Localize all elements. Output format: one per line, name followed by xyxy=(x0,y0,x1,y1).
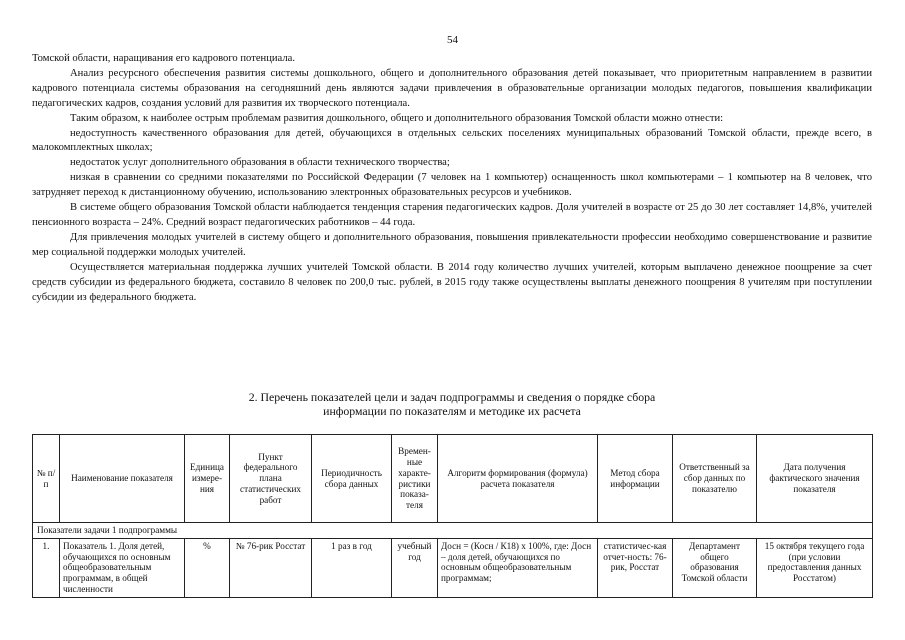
paragraph: низкая в сравнении со средними показателями по Российской Федерации (7 человек на 1 компьютер) оснащенность школ компьютерами – 1 компьютер на 8 человек, что затрудняет переход к дистанционному обучению, использованию электронных образовательных ресурсов и учебников. xyxy=(32,172,872,199)
table-header-row xyxy=(33,435,873,523)
cell-plan-item: № 76-рик Росстат xyxy=(230,538,312,597)
cell-num: 1. xyxy=(33,538,60,597)
group-label: Показатели задачи 1 подпрограммы xyxy=(33,523,873,539)
cell-periodicity: 1 раз в год xyxy=(312,538,392,597)
indicators-table xyxy=(32,434,873,598)
paragraph: Томской области, наращивания его кадрового потенциала. xyxy=(32,53,295,64)
paragraph: недоступность качественного образования для детей, обучающихся в отдельных сельских поселениях муниципальных образований Томской области, прежде всего, в малокомплектных школах; xyxy=(32,127,872,154)
body-text xyxy=(32,52,872,305)
cell-name: Показатель 1. Доля детей, обучающихся по основным общеобразовательным программам, в общей численности xyxy=(60,538,185,597)
paragraph: Таким образом, к наиболее острым проблемам развития дошкольного, общего и дополнительного образования Томской области можно отнести: xyxy=(70,112,724,124)
column-header: № п/п xyxy=(33,435,60,523)
paragraph: недостаток услуг дополнительного образования в области технического творчества; xyxy=(70,157,450,169)
paragraph: Осуществляется материальная поддержка лучших учителей Томской области. В 2014 году количество лучших учителей, которым выплачено денежное поощрение за счет средств субсидии из федерального бюджета, составило 8 человек по 200,0 тыс. рублей, в 2015 году также осуществлены выплаты денежного поощрения 8 учителям при поступлении субсидии из федерального бюджета. xyxy=(32,261,872,303)
page-number: 54 xyxy=(447,34,458,46)
column-header: Пункт федерального плана статистических работ xyxy=(230,435,312,523)
table-row xyxy=(33,538,873,597)
cell-unit: % xyxy=(185,538,230,597)
column-header: Наименование показателя xyxy=(60,435,185,523)
column-header: Дата получения фактического значения показателя xyxy=(757,435,873,523)
paragraph: В системе общего образования Томской области наблюдается тенденция старения педагогических кадров. Доля учителей в возрасте от 25 до 30 лет составляет 14,8%, учителей пенсионного возраста – 24%. Средний возраст педагогических работников – 44 года. xyxy=(32,202,872,228)
cell-responsible: Департамент общего образования Томской области xyxy=(673,538,757,597)
column-header: Времен-ные характе-ристики показа-теля xyxy=(392,435,438,523)
paragraph: Для привлечения молодых учителей в систему общего и дополнительного образования, повышения привлекательности профессии необходимо совершенствование и развитие мер социальной поддержки молодых учителей. xyxy=(32,231,872,258)
cell-time-char: учебный год xyxy=(392,538,438,597)
section-heading xyxy=(32,390,872,418)
cell-algorithm: Досн = (Косн / К18) х 100%, где: Досн – доля детей, обучающихся по основным общеобразовательным программам; xyxy=(438,538,598,597)
section-heading-line: информации по показателям и методике их расчета xyxy=(323,404,581,418)
cell-date: 15 октября текущего года (при условии предоставления данных Росстатом) xyxy=(757,538,873,597)
column-header: Алгоритм формирования (формула) расчета показателя xyxy=(438,435,598,523)
column-header: Единица измере-ния xyxy=(185,435,230,523)
column-header: Периодичность сбора данных xyxy=(312,435,392,523)
cell-method: статистичес-кая отчет-ность: 76-рик, Росстат xyxy=(598,538,673,597)
column-header: Ответственный за сбор данных по показателю xyxy=(673,435,757,523)
paragraph: Анализ ресурсного обеспечения развития системы дошкольного, общего и дополнительного образования детей показывает, что приоритетным направлением в развитии кадрового потенциала системы образования на сегодняшний день являются задачи привлечения в образовательные организации молодых педагогов, повышения квалификации педагогических кадров, создания условий для развития их творческого потенциала. xyxy=(32,67,872,109)
table-group-row xyxy=(33,523,873,539)
section-heading-line: 2. Перечень показателей цели и задач подпрограммы и сведения о порядке сбора xyxy=(248,390,656,404)
column-header: Метод сбора информации xyxy=(598,435,673,523)
